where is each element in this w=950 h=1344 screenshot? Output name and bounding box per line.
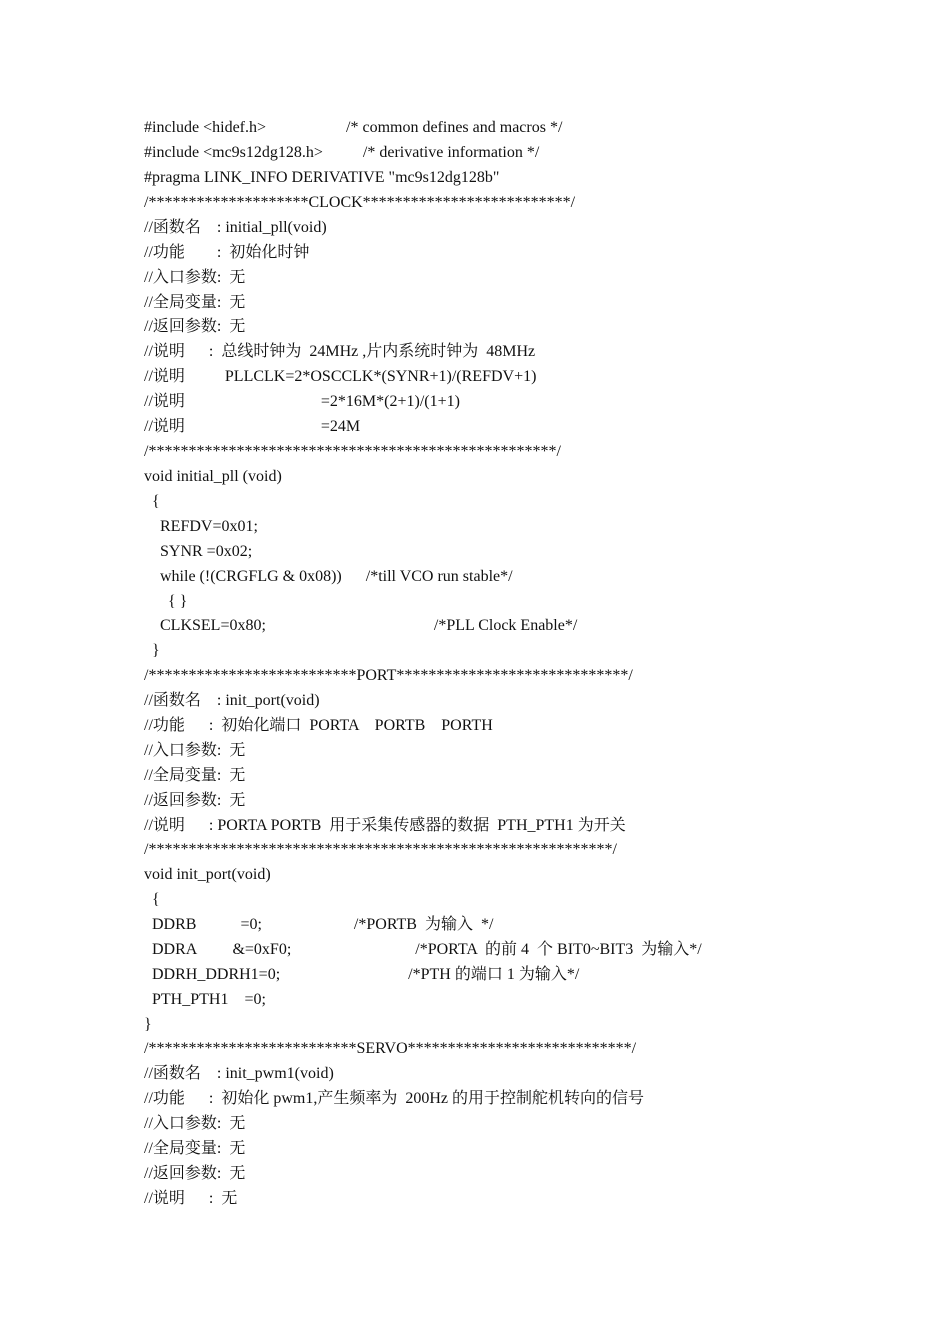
- code-line-function-signature: void init_port(void): [144, 866, 271, 883]
- code-line-comment: //入口参数: 无: [144, 1115, 246, 1132]
- code-line-comment: //说明 : 无: [144, 1190, 238, 1207]
- code-line-port-banner: /**************************PORT*****************************/: [144, 667, 633, 684]
- code-line-statement: DDRA &=0xF0; /*PORTA 的前 4 个 BIT0~BIT3 为输入*/: [144, 941, 702, 958]
- code-line-servo-banner: /**************************SERVO****************************/: [144, 1040, 637, 1057]
- code-line-comment: //返回参数: 无: [144, 792, 246, 809]
- code-line-include-mc9s12: #include <mc9s12dg128.h> /* derivative information */: [144, 144, 540, 161]
- code-line-brace: { }: [144, 593, 188, 610]
- code-line-comment: //函数名 : init_port(void): [144, 692, 320, 709]
- code-line-function-signature: void initial_pll (void): [144, 468, 282, 485]
- code-line-brace: }: [144, 642, 160, 659]
- code-line-statement: REFDV=0x01;: [144, 518, 258, 535]
- code-line-comment: //说明 =2*16M*(2+1)/(1+1): [144, 393, 460, 410]
- code-line-statement: SYNR =0x02;: [144, 543, 253, 560]
- code-line-comment: //说明 PLLCLK=2*OSCCLK*(SYNR+1)/(REFDV+1): [144, 368, 537, 385]
- code-line-comment: //说明 : 总线时钟为 24MHz ,片内系统时钟为 48MHz: [144, 343, 536, 360]
- code-line-comment: //入口参数: 无: [144, 742, 246, 759]
- code-line-statement: CLKSEL=0x80; /*PLL Clock Enable*/: [144, 617, 578, 634]
- code-line-brace: {: [144, 493, 160, 510]
- code-line-comment: //返回参数: 无: [144, 1165, 246, 1182]
- code-line-brace: }: [144, 1016, 152, 1033]
- code-line-comment: //说明 =24M: [144, 418, 361, 435]
- code-line-comment: //说明 : PORTA PORTB 用于采集传感器的数据 PTH_PTH1 为开关: [144, 817, 626, 834]
- code-line-comment: //全局变量: 无: [144, 1140, 246, 1157]
- code-line-comment: //返回参数: 无: [144, 318, 246, 335]
- code-line-brace: {: [144, 891, 160, 908]
- code-line-statement: while (!(CRGFLG & 0x08)) /*till VCO run stable*/: [144, 568, 513, 585]
- code-line-include-hidef: #include <hidef.h> /* common defines and macros */: [144, 119, 563, 136]
- code-line-comment: //函数名 : initial_pll(void): [144, 219, 327, 236]
- code-line-statement: DDRH_DDRH1=0; /*PTH 的端口 1 为输入*/: [144, 966, 580, 983]
- code-line-pragma: #pragma LINK_INFO DERIVATIVE "mc9s12dg128b": [144, 169, 500, 186]
- code-line-comment: //功能 : 初始化端口 PORTA PORTB PORTH: [144, 717, 493, 734]
- code-line-comment: //入口参数: 无: [144, 269, 246, 286]
- code-line-separator: /***************************************************/: [144, 443, 561, 460]
- code-line-statement: DDRB =0; /*PORTB 为输入 */: [144, 916, 494, 933]
- code-line-comment: //功能 : 初始化 pwm1,产生频率为 200Hz 的用于控制舵机转向的信号: [144, 1090, 644, 1107]
- code-line-separator: /**********************************************************/: [144, 841, 617, 858]
- code-line-clock-banner: /********************CLOCK**************************/: [144, 194, 576, 211]
- code-line-comment: //全局变量: 无: [144, 294, 246, 311]
- code-line-comment: //全局变量: 无: [144, 767, 246, 784]
- code-line-statement: PTH_PTH1 =0;: [144, 991, 266, 1008]
- code-line-comment: //函数名 : init_pwm1(void): [144, 1065, 334, 1082]
- code-line-comment: //功能 : 初始化时钟: [144, 244, 310, 261]
